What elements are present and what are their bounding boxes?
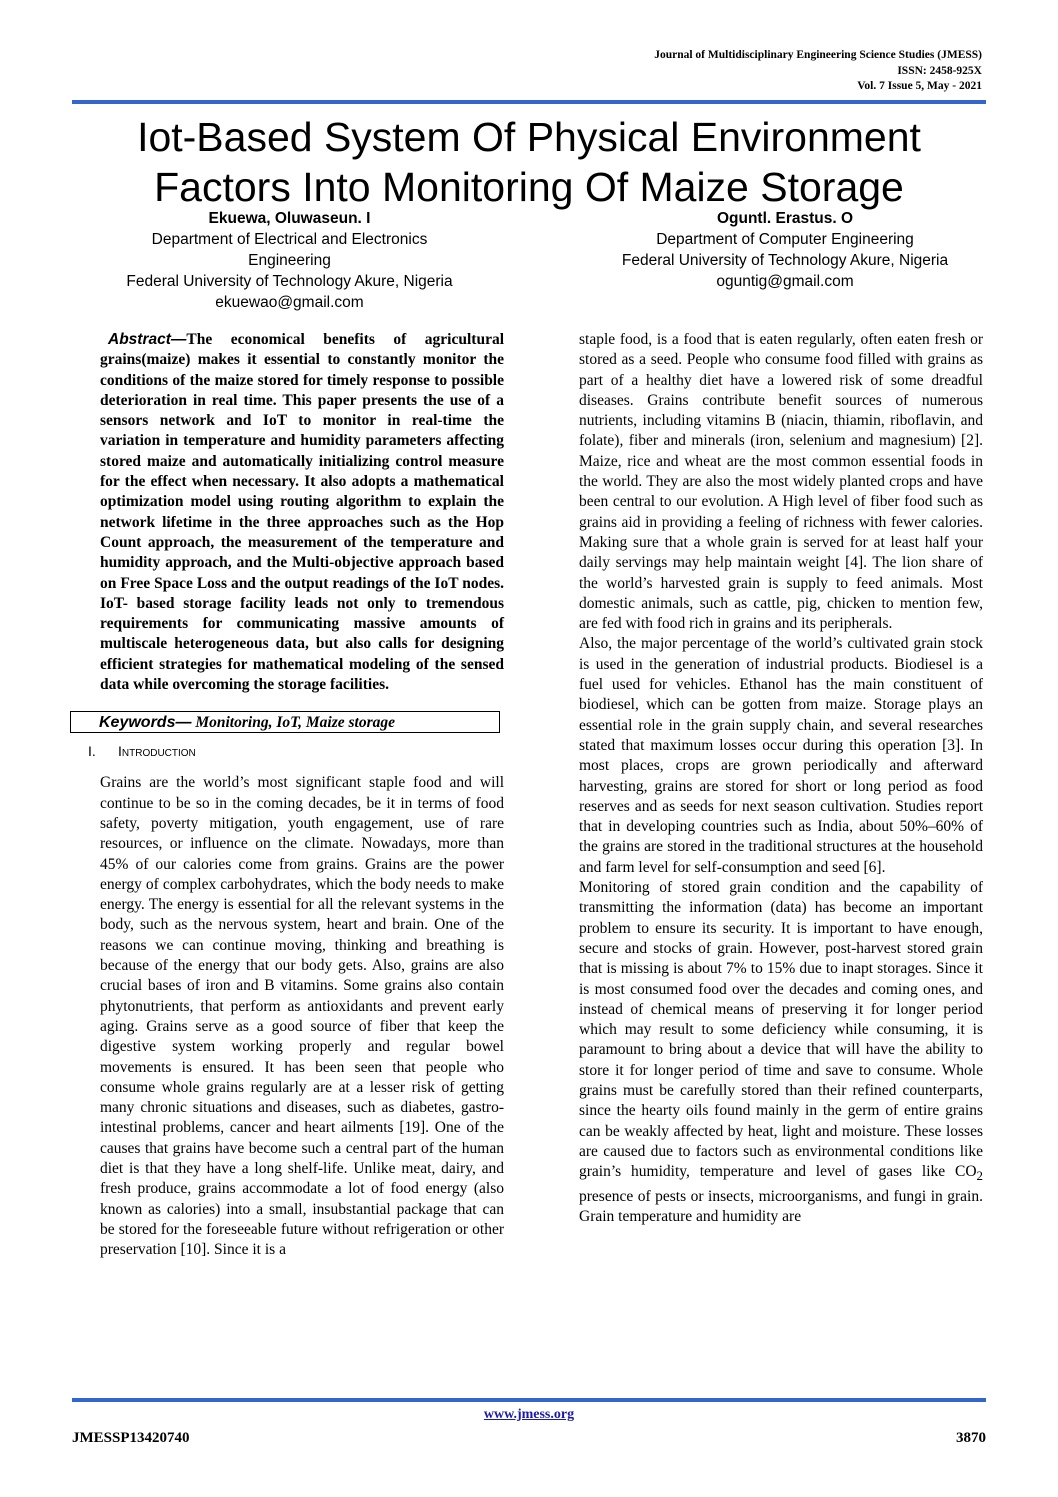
body-paragraph-3 — [579, 878, 983, 1227]
body-paragraph-2: Also, the major percentage of the world’s cultivated grain stock is used in the generation of industrial products. Biodiesel is a fuel used for vehicles. Ethanol has the main constituent of biodiesel, which can be gotten from maize. Storage plays an essential role in the grain supply chain, and several researches stated that maximum losses occur during this operation [3]. In most places, crops are grown periodically and afterward harvesting, grains are stored for short or long period as food reserves and as seeds for next season cultivation. Studies report that in developing countries such as India, about 50%–60% of the grains are stored in the traditional structures at the household and farm level for self-consumption and seed [6]. — [579, 635, 983, 876]
header-rule — [72, 100, 986, 104]
title-line-2: Factors Into Monitoring Of Maize Storage — [154, 164, 904, 210]
body-paragraph-1: staple food, is a food that is eaten regularly, often eaten fresh or stored as a seed. People who consume food filled with grains as part of a healthy diet have a lowered risk of some dreadful diseases. Grains contribute benefit sources of numerous nutrients, including vitamins B (niacin, thiamin, riboflavin, and folate), fiber and minerals (iron, selenium and magnesium) [2]. Maize, rice and wheat are the most common essential foods in the world. They are also the most widely planted crops and have been central to our evolution. A High level of fiber food such as grains aid in providing a feeling of richness with fewer calories. Making sure that a whole grain is served for at least half your daily servings may help maintain weight [4]. The lion share of the world’s harvested grain is supply to feed animals. Most domestic animals, such as cattle, pig, chicken to mention few, are fed with food rich in grains and its peripherals. — [579, 331, 983, 633]
right-column — [579, 330, 983, 1227]
journal-volume: Vol. 7 Issue 5, May - 2021 — [857, 80, 982, 92]
author-affiliation: Engineering — [248, 252, 331, 269]
title-line-1: Iot-Based System Of Physical Environment — [137, 114, 921, 160]
journal-header — [382, 48, 982, 95]
introduction-paragraph: Grains are the world’s most significant staple food and will continue to be so in the coming decades, be it in terms of food safety, poverty mitigation, youth engagement, use of rare resources, or influence on the climate. Nowadays, more than 45% of our calories come from grains. Grains are the power energy of complex carbohydrates, which the body needs to make energy. The energy is essential for all the relevant systems in the body, such as the nervous system, heart and brain. One of the reasons we can continue moving, thinking and breathing is because of the energy that our body gets. Also, grains are also crucial bases of iron and B vitamins. Some grains also contain phytonutrients, that perform as antioxidants and prevent early aging. Grains serve as a good source of fiber that keep the digestive system working properly and regular bowel movements is ensured. It has been seen that people who consume whole grains regularly are at a lesser risk of getting many chronic situations and diseases, such as diabetes, gastro-intestinal problems, cancer and heart ailments [19]. One of the causes that grains have become such a central part of the human diet is that they have a long shelf-life. Unlike meat, dairy, and fresh produce, grains accommodate a lot of food energy (also known as calories) into a small, insubstantial package that can be stored for the foreseeable future without refrigeration or other preservation [10]. Since it is a — [100, 774, 504, 1259]
author-block-2 — [560, 208, 1010, 292]
keywords-label: Keywords— — [99, 714, 192, 732]
co2-subscript: 2 — [976, 1168, 983, 1184]
footer-paper-id: JMESSP13420740 — [72, 1430, 190, 1446]
left-column — [88, 330, 504, 1260]
journal-issn: ISSN: 2458-925X — [897, 64, 982, 77]
abstract — [100, 330, 504, 695]
author-name: Ekuewa, Oluwaseun. I — [208, 210, 371, 227]
author-affiliation: Federal University of Technology Akure, Nigeria — [126, 273, 453, 290]
author-name: Oguntl. Erastus. O — [716, 210, 854, 227]
author-affiliation: Federal University of Technology Akure, Nigeria — [621, 252, 949, 269]
footer-rule — [72, 1398, 986, 1402]
page-number: 3870 — [956, 1430, 986, 1446]
author-block-1 — [72, 208, 507, 313]
keywords-text: Monitoring, IoT, Maize storage — [191, 714, 396, 732]
section-heading-introduction — [88, 741, 504, 761]
author-affiliation: Department of Computer Engineering — [656, 231, 914, 248]
footer-website-link[interactable]: www.jmess.org — [483, 1407, 575, 1422]
abstract-text: The economical benefits of agricultural grains(maize) makes it essential to constantly monitor the conditions of the maize stored for timely response to possible deterioration in real time. This paper presents the use of a sensors network and IoT to monitor in real-time the variation in temperature and humidity parameters affecting stored maize and automatically initializing control measure for the effect when necessary. It also adopts a mathematical optimization model using routing algorithm to explain the network lifetime in the three approaches such as the Hop Count approach, the measurement of the temperature and humidity approach, and the Multi-objective approach based on Free Space Loss and the output readings of the IoT nodes. IoT- based storage facility leads not only to tremendous requirements for communicating massive amounts of multiscale heterogeneous data, but also calls for designing efficient strategies for mathematical modeling of the sensed data while overcoming the storage facilities. — [100, 331, 504, 694]
author-email[interactable]: oguntig@gmail.com — [716, 273, 854, 290]
keywords-box — [70, 711, 500, 733]
section-title: Introduction — [118, 743, 196, 760]
abstract-label: Abstract— — [108, 331, 187, 348]
author-email[interactable]: ekuewao@gmail.com — [215, 294, 364, 311]
journal-name: Journal of Multidisciplinary Engineering Science Studies (JMESS) — [654, 49, 982, 61]
author-affiliation: Department of Electrical and Electronics — [151, 231, 428, 248]
paper-title — [72, 112, 986, 212]
body-paragraph-3-part-b: presence of pests or insects, microorganisms, and fungi in grain. Grain temperature and humidity are — [579, 1187, 983, 1225]
section-number: I. — [88, 743, 96, 760]
body-paragraph-3-part-a: Monitoring of stored grain condition and the capability of transmitting the information (data) has become an important problem to ensure its security. It is important to have enough, secure and stocks of grain. However, post-harvest stored grain that is missing is about 7% to 15% due to inapt storages. Since it is most consumed food over the decades and coming ones, and instead of chemical means of preserving it for longer period which may result to some deficiency while consuming, it is paramount to bring about a device that will have the ability to store it for longer period of time and save to consume. Whole grains must be carefully stored than their refined counterparts, since the hearty oils found mainly in the germ of entire grains can be weakly affected by heat, light and moisture. These losses are caused due to factors such as environmental conditions like grain’s humidity, temperature and level of gases like CO — [579, 879, 983, 1181]
